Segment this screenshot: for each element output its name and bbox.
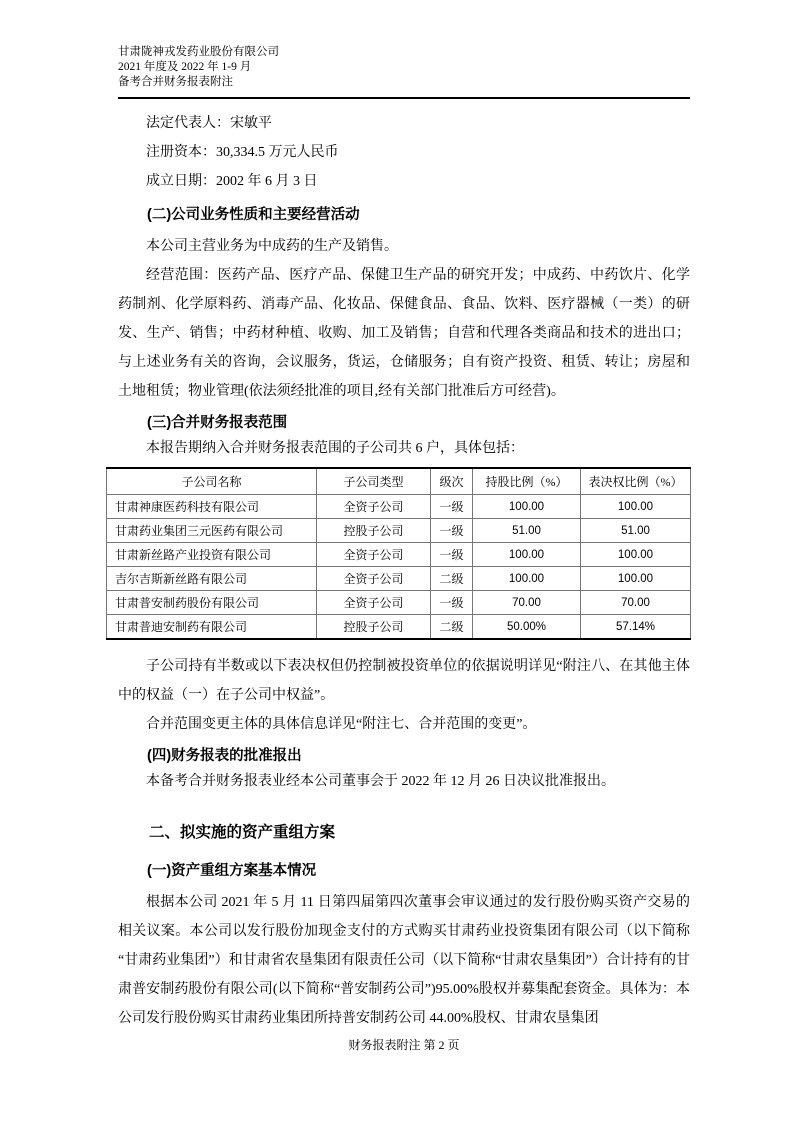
voting-ratio: 51.00 [581, 519, 691, 543]
header-report-period: 2021 年度及 2022 年 1-9 月 [118, 61, 252, 73]
table-row [107, 543, 691, 567]
voting-ratio: 100.00 [581, 543, 691, 567]
section-heading-plan-overview: (一)资产重组方案基本情况 [147, 863, 317, 879]
subsidiary-type: 全资子公司 [317, 543, 431, 567]
header-company-name: 甘肃陇神戎发药业股份有限公司 [118, 46, 279, 58]
subsidiary-name: 甘肃药业集团三元医药有限公司 [107, 519, 317, 543]
voting-ratio: 100.00 [581, 567, 691, 591]
shareholding-ratio: 100.00 [473, 495, 581, 519]
col-header-subsidiary-name: 子公司名称 [107, 468, 317, 495]
table-row [107, 519, 691, 543]
running-header [118, 45, 690, 99]
subsidiary-level: 一级 [431, 543, 473, 567]
subsidiary-level: 一级 [431, 519, 473, 543]
part-heading-restructuring-plan: 二、拟实施的资产重组方案 [149, 824, 336, 841]
approval-paragraph: 本备考合并财务报表业经本公司董事会于 2022 年 12 月 26 日决议批准报出。 [146, 774, 615, 789]
shareholding-ratio: 100.00 [473, 543, 581, 567]
subsidiary-level: 一级 [431, 495, 473, 519]
section-heading-approval: (四)财务报表的批准报出 [147, 748, 302, 764]
table-row [107, 615, 691, 640]
table-row [107, 495, 691, 519]
subsidiary-name: 甘肃新丝路产业投资有限公司 [107, 543, 317, 567]
shareholding-ratio: 50.00% [473, 615, 581, 640]
col-header-voting-ratio: 表决权比例（%） [581, 468, 691, 495]
subsidiary-type: 全资子公司 [317, 591, 431, 615]
subsidiary-name: 甘肃普安制药股份有限公司 [107, 591, 317, 615]
subsidiary-name: 甘肃普迪安制药有限公司 [107, 615, 317, 640]
registered-capital-line: 注册资本：30,334.5 万元人民币 [146, 145, 339, 160]
header-doc-title: 备考合并财务报表附注 [118, 76, 233, 88]
col-header-level: 级次 [431, 468, 473, 495]
scope-change-note-paragraph: 合并范围变更主体的具体信息详见“附注七、合并范围的变更”。 [146, 717, 537, 732]
section-heading-consolidation-scope: (三)合并财务报表范围 [147, 415, 288, 431]
subsidiary-type: 控股子公司 [317, 519, 431, 543]
company-basic-info [118, 109, 690, 196]
table-row [107, 567, 691, 591]
subsidiary-level: 二级 [431, 567, 473, 591]
business-scope-paragraph: 经营范围：医药产品、医疗产品、保健卫生产品的研究开发；中成药、中药饮片、化学药制剂、化学原料药、消毒产品、化妆品、保健食品、食品、饮料、医疗器械（一类）的研发、生产、销售；中药材种植、收购、加工及销售；自营和代理各类商品和技术的进出口；与上述业务有关的咨询，会议服务，货运，仓储服务；自有资产投资、租赁、转让；房屋和土地租赁；物业管理(依法须经批准的项目,经有关部门批准后方可经营)。 [118, 268, 690, 399]
col-header-subsidiary-type: 子公司类型 [317, 468, 431, 495]
consolidation-intro-paragraph: 本报告期纳入合并财务报表范围的子公司共 6 户，具体包括： [146, 441, 524, 456]
voting-ratio: 100.00 [581, 495, 691, 519]
voting-ratio: 70.00 [581, 591, 691, 615]
main-business-paragraph: 本公司主营业务为中成药的生产及销售。 [146, 239, 398, 254]
subsidiaries-table [106, 467, 691, 640]
section-heading-business-nature: (二)公司业务性质和主要经营活动 [147, 207, 360, 223]
voting-control-note-paragraph: 子公司持有半数或以下表决权但仍控制被投资单位的依据说明详见“附注八、在其他主体中的权益（一）在子公司中权益”。 [118, 659, 690, 703]
shareholding-ratio: 70.00 [473, 591, 581, 615]
subsidiaries-table-header-row [107, 468, 691, 495]
page-footer: 财务报表附注 第 2 页 [348, 1038, 460, 1052]
table-row [107, 591, 691, 615]
legal-representative-line: 法定代表人：宋敏平 [146, 116, 272, 131]
subsidiary-type: 全资子公司 [317, 567, 431, 591]
shareholding-ratio: 100.00 [473, 567, 581, 591]
establishment-date-line: 成立日期：2002 年 6 月 3 日 [146, 174, 318, 189]
subsidiary-type: 控股子公司 [317, 615, 431, 640]
subsidiary-name: 甘肃神康医药科技有限公司 [107, 495, 317, 519]
voting-ratio: 57.14% [581, 615, 691, 640]
subsidiary-type: 全资子公司 [317, 495, 431, 519]
subsidiary-name: 吉尔吉斯新丝路有限公司 [107, 567, 317, 591]
shareholding-ratio: 51.00 [473, 519, 581, 543]
subsidiary-level: 一级 [431, 591, 473, 615]
subsidiary-level: 二级 [431, 615, 473, 640]
col-header-shareholding-ratio: 持股比例（%） [473, 468, 581, 495]
plan-overview-paragraph: 根据本公司 2021 年 5 月 11 日第四届第四次董事会审议通过的发行股份购买资产交易的相关议案。本公司以发行股份加现金支付的方式购买甘肃药业投资集团有限公司（以下简称“甘肃药业集团”）和甘肃省农垦集团有限责任公司（以下简称“甘肃农垦集团”）合计持有的甘肃普安制药股份有限公司(以下简称“普安制药公司”)95.00%股权并募集配套资金。具体为：本公司发行股份购买甘肃药业集团所持普安制药公司 44.00%股权、甘肃农垦集团 [118, 895, 690, 1026]
